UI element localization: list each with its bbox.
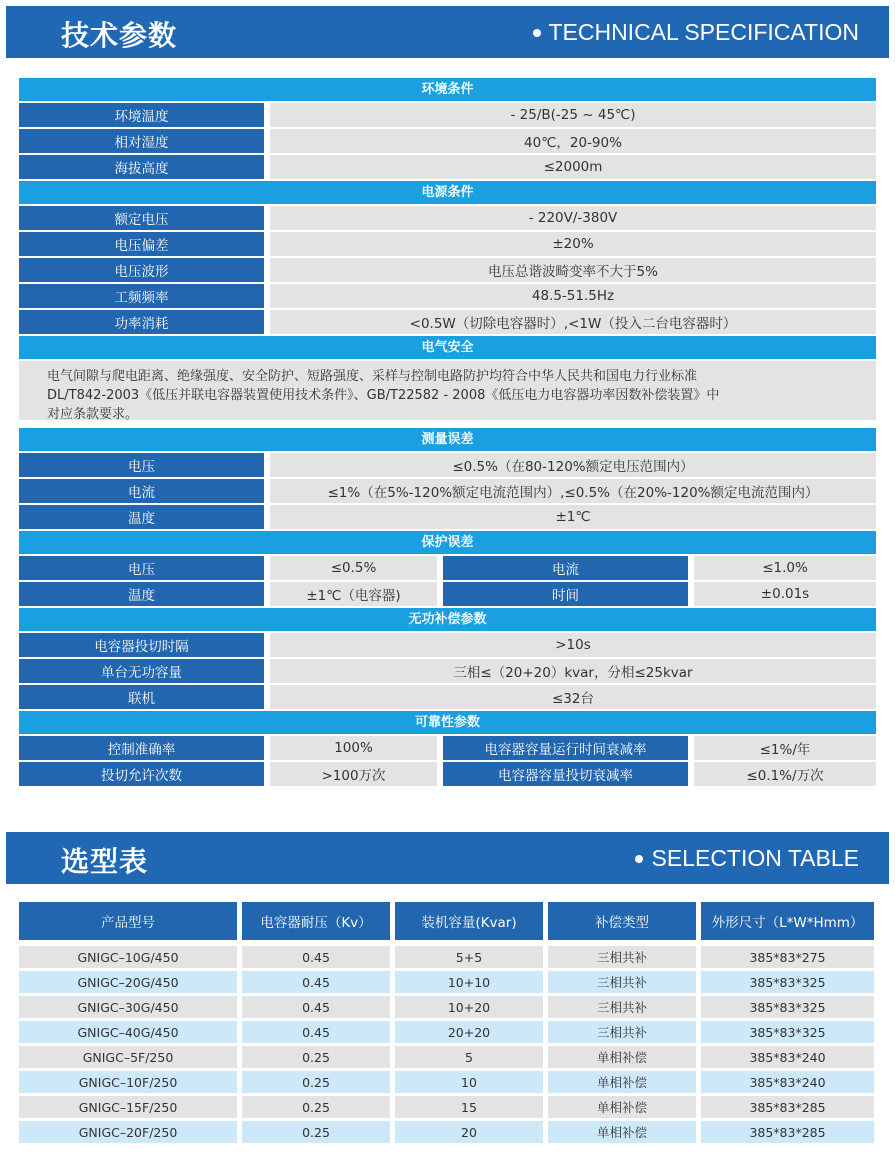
- spec-value: ≤0.5%（在80-120%额定电压范围内）: [270, 453, 876, 477]
- table-cell: 0.25: [242, 1121, 390, 1143]
- spec-label: 电容器容量投切衰减率: [443, 762, 688, 786]
- table-cell: 0.45: [242, 971, 390, 993]
- safety-line: 电气间隙与爬电距离、绝缘强度、安全防护、短路强度、采样与控制电路防护均符合中华人民共和国电力行业标准: [47, 369, 698, 384]
- col-header: 装机容量(Kvar): [395, 902, 543, 940]
- spec-row: [19, 258, 876, 282]
- safety-line: DL/T842-2003《低压并联电容器装置使用技术条件》、GB/T22582 - 2008《低压电力电容器功率因数补偿装置》中: [47, 388, 720, 403]
- table-cell: 385*83*240: [701, 1071, 874, 1093]
- spec-label: 电压波形: [19, 258, 264, 282]
- spec-label: 联机: [19, 685, 264, 709]
- table-cell: 三相共补: [548, 971, 696, 993]
- spec-label: 工频频率: [19, 284, 264, 308]
- table-cell: 20+20: [395, 1021, 543, 1043]
- table-cell: 15: [395, 1096, 543, 1118]
- spec-row: [19, 453, 876, 477]
- selection-title-zh: 选型表: [61, 845, 149, 878]
- spec-value: ≤32台: [270, 685, 876, 709]
- table-cell: 三相共补: [548, 1021, 696, 1043]
- section-power-title: 电源条件: [19, 181, 876, 204]
- table-cell: 385*83*275: [701, 946, 874, 968]
- spec-value: ±20%: [270, 232, 876, 256]
- table-cell: GNIGC–40G/450: [19, 1021, 237, 1043]
- spec-row: [19, 685, 876, 709]
- table-cell: 385*83*285: [701, 1121, 874, 1143]
- col-header: 外形尺寸（L*W*Hmm）: [701, 902, 874, 940]
- spec-label: 电压: [19, 453, 264, 477]
- spec-label: 海拔高度: [19, 155, 264, 179]
- bullet-icon: [635, 855, 643, 863]
- table-cell: GNIGC–15F/250: [19, 1096, 237, 1118]
- selection-title-en: SELECTION TABLE: [651, 845, 859, 871]
- spec-label: 电流: [19, 479, 264, 503]
- section-env-title: 环境条件: [19, 78, 876, 101]
- spec-value: >10s: [270, 633, 876, 657]
- table-cell: GNIGC–20G/450: [19, 971, 237, 993]
- table-cell: 10+20: [395, 996, 543, 1018]
- spec-label: 电容器投切时隔: [19, 633, 264, 657]
- table-row: [19, 996, 876, 1018]
- table-row: [19, 971, 876, 993]
- table-cell: 385*83*285: [701, 1096, 874, 1118]
- spec-row: [19, 129, 876, 153]
- tech-spec-title-en: TECHNICAL SPECIFICATION: [548, 19, 859, 45]
- spec-value: ±1℃（电容器): [270, 582, 437, 606]
- spec-row: [19, 103, 876, 127]
- table-cell: 单相补偿: [548, 1071, 696, 1093]
- spec-label: 额定电压: [19, 206, 264, 230]
- tech-spec-banner: [6, 6, 889, 58]
- table-cell: GNIGC–10F/250: [19, 1071, 237, 1093]
- spec-row: [19, 736, 876, 760]
- spec-table: [19, 78, 876, 788]
- table-cell: 0.45: [242, 1021, 390, 1043]
- spec-value: <0.5W（切除电容器时）,<1W（投入二台电容器时）: [270, 310, 876, 334]
- spec-label: 电压: [19, 556, 264, 580]
- spec-value: ≤1.0%: [694, 556, 876, 580]
- table-cell: GNIGC–5F/250: [19, 1046, 237, 1068]
- spec-value: - 25/B(-25 ~ 45℃): [270, 103, 876, 127]
- table-cell: 385*83*240: [701, 1046, 874, 1068]
- table-body: [19, 946, 876, 1143]
- spec-label: 相对湿度: [19, 129, 264, 153]
- table-row: [19, 1046, 876, 1068]
- spec-value: ±0.01s: [694, 582, 876, 606]
- spec-value: 40℃，20-90%: [270, 129, 876, 153]
- table-cell: 三相共补: [548, 996, 696, 1018]
- table-cell: 0.45: [242, 946, 390, 968]
- table-row: [19, 1021, 876, 1043]
- spec-value: - 220V/-380V: [270, 206, 876, 230]
- table-row: [19, 1071, 876, 1093]
- safety-paragraph: [19, 361, 876, 420]
- table-row: [19, 946, 876, 968]
- table-cell: 单相补偿: [548, 1046, 696, 1068]
- col-header: 补偿类型: [548, 902, 696, 940]
- spec-row: [19, 762, 876, 786]
- section-reactive-title: 无功补偿参数: [19, 608, 876, 631]
- table-cell: GNIGC–10G/450: [19, 946, 237, 968]
- spec-label: 电流: [443, 556, 688, 580]
- spec-value: ≤1%（在5%-120%额定电流范围内）,≤0.5%（在20%-120%额定电流范围内）: [270, 479, 876, 503]
- spec-label: 环境温度: [19, 103, 264, 127]
- spec-value: 100%: [270, 736, 437, 760]
- table-cell: 单相补偿: [548, 1121, 696, 1143]
- table-cell: 单相补偿: [548, 1096, 696, 1118]
- spec-row: [19, 206, 876, 230]
- spec-value: 电压总谐波畸变率不大于5%: [270, 258, 876, 282]
- table-cell: 0.25: [242, 1071, 390, 1093]
- spec-label: 单台无功容量: [19, 659, 264, 683]
- bullet-icon: [533, 29, 541, 37]
- spec-label: 功率消耗: [19, 310, 264, 334]
- spec-value: 三相≤（20+20）kvar，分相≤25kvar: [270, 659, 876, 683]
- col-header: 产品型号: [19, 902, 237, 940]
- section-reliability-title: 可靠性参数: [19, 711, 876, 734]
- section-measure-title: 测量误差: [19, 428, 876, 451]
- spec-row: [19, 582, 876, 606]
- spec-label: 温度: [19, 505, 264, 529]
- col-header: 电容器耐压（Kv）: [242, 902, 390, 940]
- spec-value: ≤1%/年: [694, 736, 876, 760]
- spec-row: [19, 505, 876, 529]
- selection-banner: [6, 832, 889, 884]
- table-cell: 20: [395, 1121, 543, 1143]
- table-cell: 5+5: [395, 946, 543, 968]
- table-cell: 10+10: [395, 971, 543, 993]
- spec-label: 电压偏差: [19, 232, 264, 256]
- section-safety-title: 电气安全: [19, 336, 876, 359]
- table-cell: 三相共补: [548, 946, 696, 968]
- table-row: [19, 1121, 876, 1143]
- table-cell: 385*83*325: [701, 971, 874, 993]
- spec-label: 电容器容量运行时间衰减率: [443, 736, 688, 760]
- spec-label: 控制准确率: [19, 736, 264, 760]
- safety-line: 对应条款要求。: [47, 407, 139, 422]
- spec-value: ≤2000m: [270, 155, 876, 179]
- table-cell: 0.25: [242, 1096, 390, 1118]
- spec-row: [19, 479, 876, 503]
- table-cell: 0.45: [242, 996, 390, 1018]
- spec-value: >100万次: [270, 762, 437, 786]
- table-cell: GNIGC–30G/450: [19, 996, 237, 1018]
- spec-value: ≤0.1%/万次: [694, 762, 876, 786]
- spec-row: [19, 284, 876, 308]
- spec-row: [19, 659, 876, 683]
- section-protect-title: 保护误差: [19, 531, 876, 554]
- spec-row: [19, 633, 876, 657]
- spec-value: 48.5-51.5Hz: [270, 284, 876, 308]
- table-cell: 10: [395, 1071, 543, 1093]
- tech-spec-title-zh: 技术参数: [61, 19, 178, 52]
- spec-value: ±1℃: [270, 505, 876, 529]
- table-header-row: [19, 902, 876, 940]
- spec-label: 投切允许次数: [19, 762, 264, 786]
- spec-row: [19, 556, 876, 580]
- spec-row: [19, 232, 876, 256]
- table-cell: 0.25: [242, 1046, 390, 1068]
- table-cell: 5: [395, 1046, 543, 1068]
- spec-value: ≤0.5%: [270, 556, 437, 580]
- spec-label: 时间: [443, 582, 688, 606]
- table-cell: 385*83*325: [701, 1021, 874, 1043]
- spec-row: [19, 310, 876, 334]
- spec-row: [19, 155, 876, 179]
- spec-label: 温度: [19, 582, 264, 606]
- table-row: [19, 1096, 876, 1118]
- selection-table: [19, 902, 876, 1146]
- table-cell: 385*83*325: [701, 996, 874, 1018]
- table-cell: GNIGC–20F/250: [19, 1121, 237, 1143]
